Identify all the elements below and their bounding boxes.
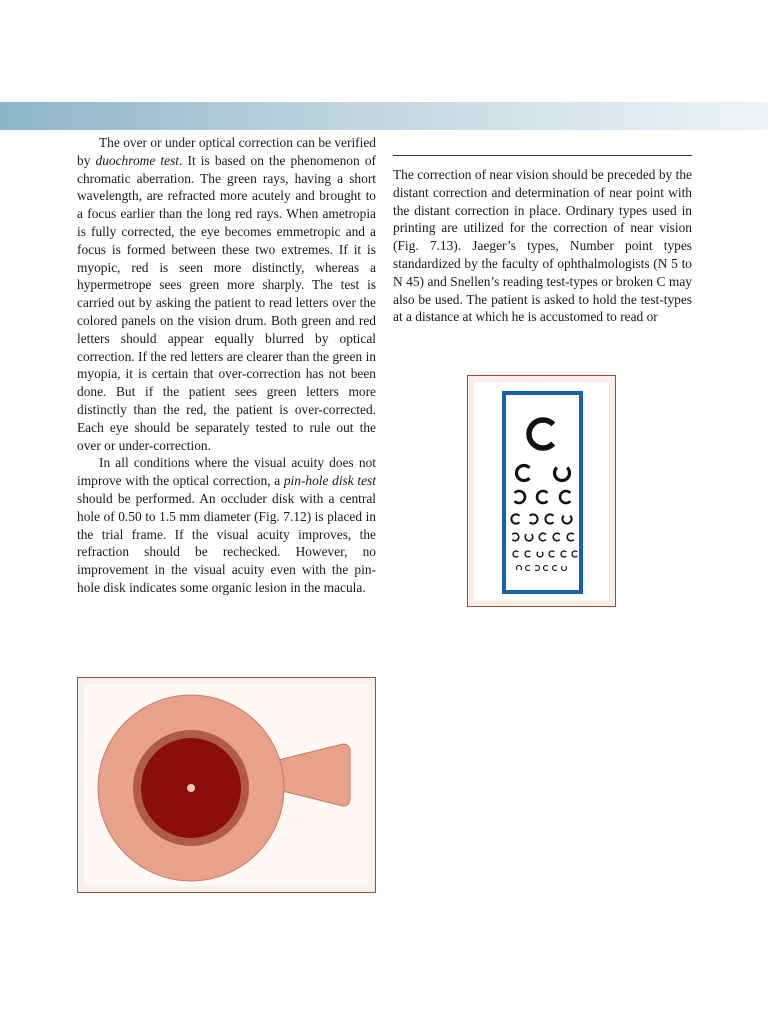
figure-near-vision-chart <box>467 375 616 607</box>
broken-c-chart-illustration <box>468 376 617 608</box>
header-band <box>0 102 768 130</box>
term-pin-hole-disk-test: pin-hole disk test <box>283 473 376 489</box>
right-column <box>393 166 692 326</box>
term-duochrome-test: duochrome test <box>95 152 180 168</box>
paragraph-near-vision: The correction of near vision should be preceded by the distant correction and determination of near point with the distant correction in place. Ordinary types used in printing are utilized for the correction of near vision (Fig. 7.13). Jaeger’s types, Number point types standardized by the faculty of ophthalmologists (N 5 to N 45) and Snellen’s reading test-types or broken C may also be used. The patient is asked to hold the test-types at a distance at which he is accustomed to read or <box>393 167 692 325</box>
text-span: . It is based on the phenomenon of chromatic aberration. The green rays, having a short wavelength, are refracted more acutely and brought to a focus earlier than the long red rays. When ametropia is fully corrected, the eye becomes emmetropic and a focus is formed between these two extremes. If it is myopic, red is seen more distinctly, whereas a hypermetrope sees green more sharply. The test is carried out by asking the patient to read letters over the colored panels on the vision drum. Both green and red letters should appear equally blurred by optical correction. If the red letters are clearer than the green in myopia, it is certain that over-correction has not been done. But if the patient sees green letters more distinctly than the red, the patient is over-corrected. Each eye should be separately tested to rule out the over or under-correction. <box>77 152 376 453</box>
left-column <box>77 134 376 597</box>
disk-handle <box>278 744 350 806</box>
pin-hole <box>187 784 195 792</box>
text-span: should be performed. An occluder disk with a central hole of 0.50 to 1.5 mm diameter (Fig. 7.12) is placed in the trial frame. If the visual acuity improves, the refraction should be rechecked. However, no improvement in the visual acuity even with the pin-hole disk indicates some organic lesion in the macula. <box>77 490 376 595</box>
text-span: In all conditions where the visual acuity does not improve with the optical correction, a <box>77 455 376 489</box>
pinhole-disk-illustration <box>78 678 377 894</box>
figure-pinhole-disk <box>77 677 376 893</box>
text-span: The over or under optical correction can be verified by <box>77 135 376 168</box>
section-rule <box>393 155 692 156</box>
paragraph-pinhole <box>77 454 376 596</box>
paragraph-duochrome <box>77 134 376 454</box>
